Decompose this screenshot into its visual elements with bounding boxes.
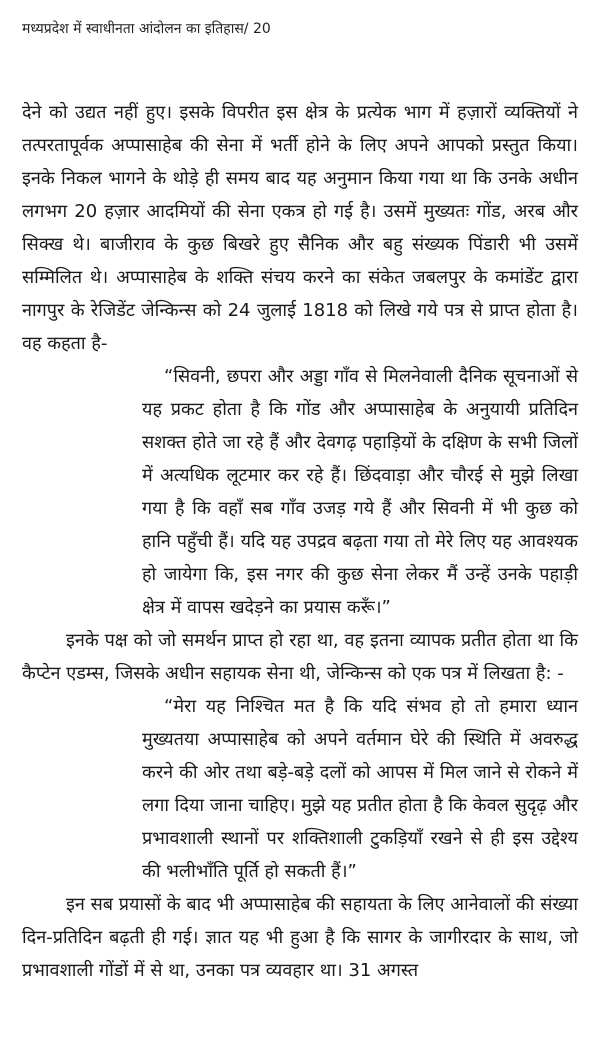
- page-body: [22, 96, 578, 987]
- paragraph-closing: इन सब प्रयासों के बाद भी अप्पासाहेब की सहायता के लिए आनेवालों की संख्या दिन-प्रतिदिन बढ़ती ही गई। ज्ञात यह भी हुआ है कि सागर के जागीरदार के साथ, जो प्रभावशाली गोंडों में से था, उनका पत्र व्यवहार था। 31 अगस्त: [22, 894, 578, 981]
- paragraph-adams-intro: इनके पक्ष को जो समर्थन प्राप्त हो रहा था, वह इतना व्यापक प्रतीत होता था कि कैप्टेन एडम्स, जिसके अधीन सहायक सेना थी, जेन्किन्स को एक पत्र में लिखता है: -: [22, 630, 578, 684]
- block-quote-adams-letter: “मेरा यह निश्चित मत है कि यदि संभव हो तो हमारा ध्यान मुख्यतया अप्पासाहेब को अपने वर्तमान घेरे की स्थिति में अवरुद्ध करने की ओर तथा बड़े-बड़े दलों को आपस में मिल जाने से रोकने में लगा दिया जाना चाहिए। मुझे यह प्रतीत होता है कि केवल सुदृढ़ और प्रभावशाली स्थानों पर शक्तिशाली टुकड़ियाँ रखने से ही इस उद्देश्य की भलीभाँति पूर्ति हो सकती हैं।”: [142, 696, 578, 882]
- paragraph-opening: देने को उद्यत नहीं हुए। इसके विपरीत इस क्षेत्र के प्रत्येक भाग में हज़ारों व्यक्तियों ने तत्परतापूर्वक अप्पासाहेब की सेना में भर्ती होने के लिए अपने आपको प्रस्तुत किया। इनके निकल भागने के थोड़े ही समय बाद यह अनुमान किया गया था कि उनके अधीन लगभग 20 हज़ार आदमियों की सेना एकत्र हो गई है। उसमें मुख्यतः गोंड, अरब और सिक्ख थे। बाजीराव के कुछ बिखरे हुए सैनिक और बहु संख्यक पिंडारी भी उसमें सम्मिलित थे। अप्पासाहेब के शक्ति संचय करने का संकेत जबलपुर के कमांडेंट द्वारा नागपुर के रेजिडेंट जेन्किन्स को 24 जुलाई 1818 को लिखे गये पत्र से प्राप्त होता है। वह कहता है-: [22, 102, 578, 354]
- running-header: मध्यप्रदेश में स्वाधीनता आंदोलन का इतिहास/ 20: [22, 21, 271, 37]
- block-quote-commandant-letter: “सिवनी, छपरा और अड्डा गाँव से मिलनेवाली दैनिक सूचनाओं से यह प्रकट होता है कि गोंड और अप्पासाहेब के अनुयायी प्रतिदिन सशक्त होते जा रहे हैं और देवगढ़ पहाड़ियों के दक्षिण के सभी जिलों में अत्यधिक लूटमार कर रहे हैं। छिंदवाड़ा और चौरई से मुझे लिखा गया है कि वहाँ सब गाँव उजड़ गये हैं और सिवनी में भी कुछ को हानि पहुँची हैं। यदि यह उपद्रव बढ़ता गया तो मेरे लिए यह आवश्यक हो जायेगा कि, इस नगर की कुछ सेना लेकर मैं उन्हें उनके पहाड़ी क्षेत्र में वापस खदेड़ने का प्रयास करूँ।”: [142, 366, 578, 618]
